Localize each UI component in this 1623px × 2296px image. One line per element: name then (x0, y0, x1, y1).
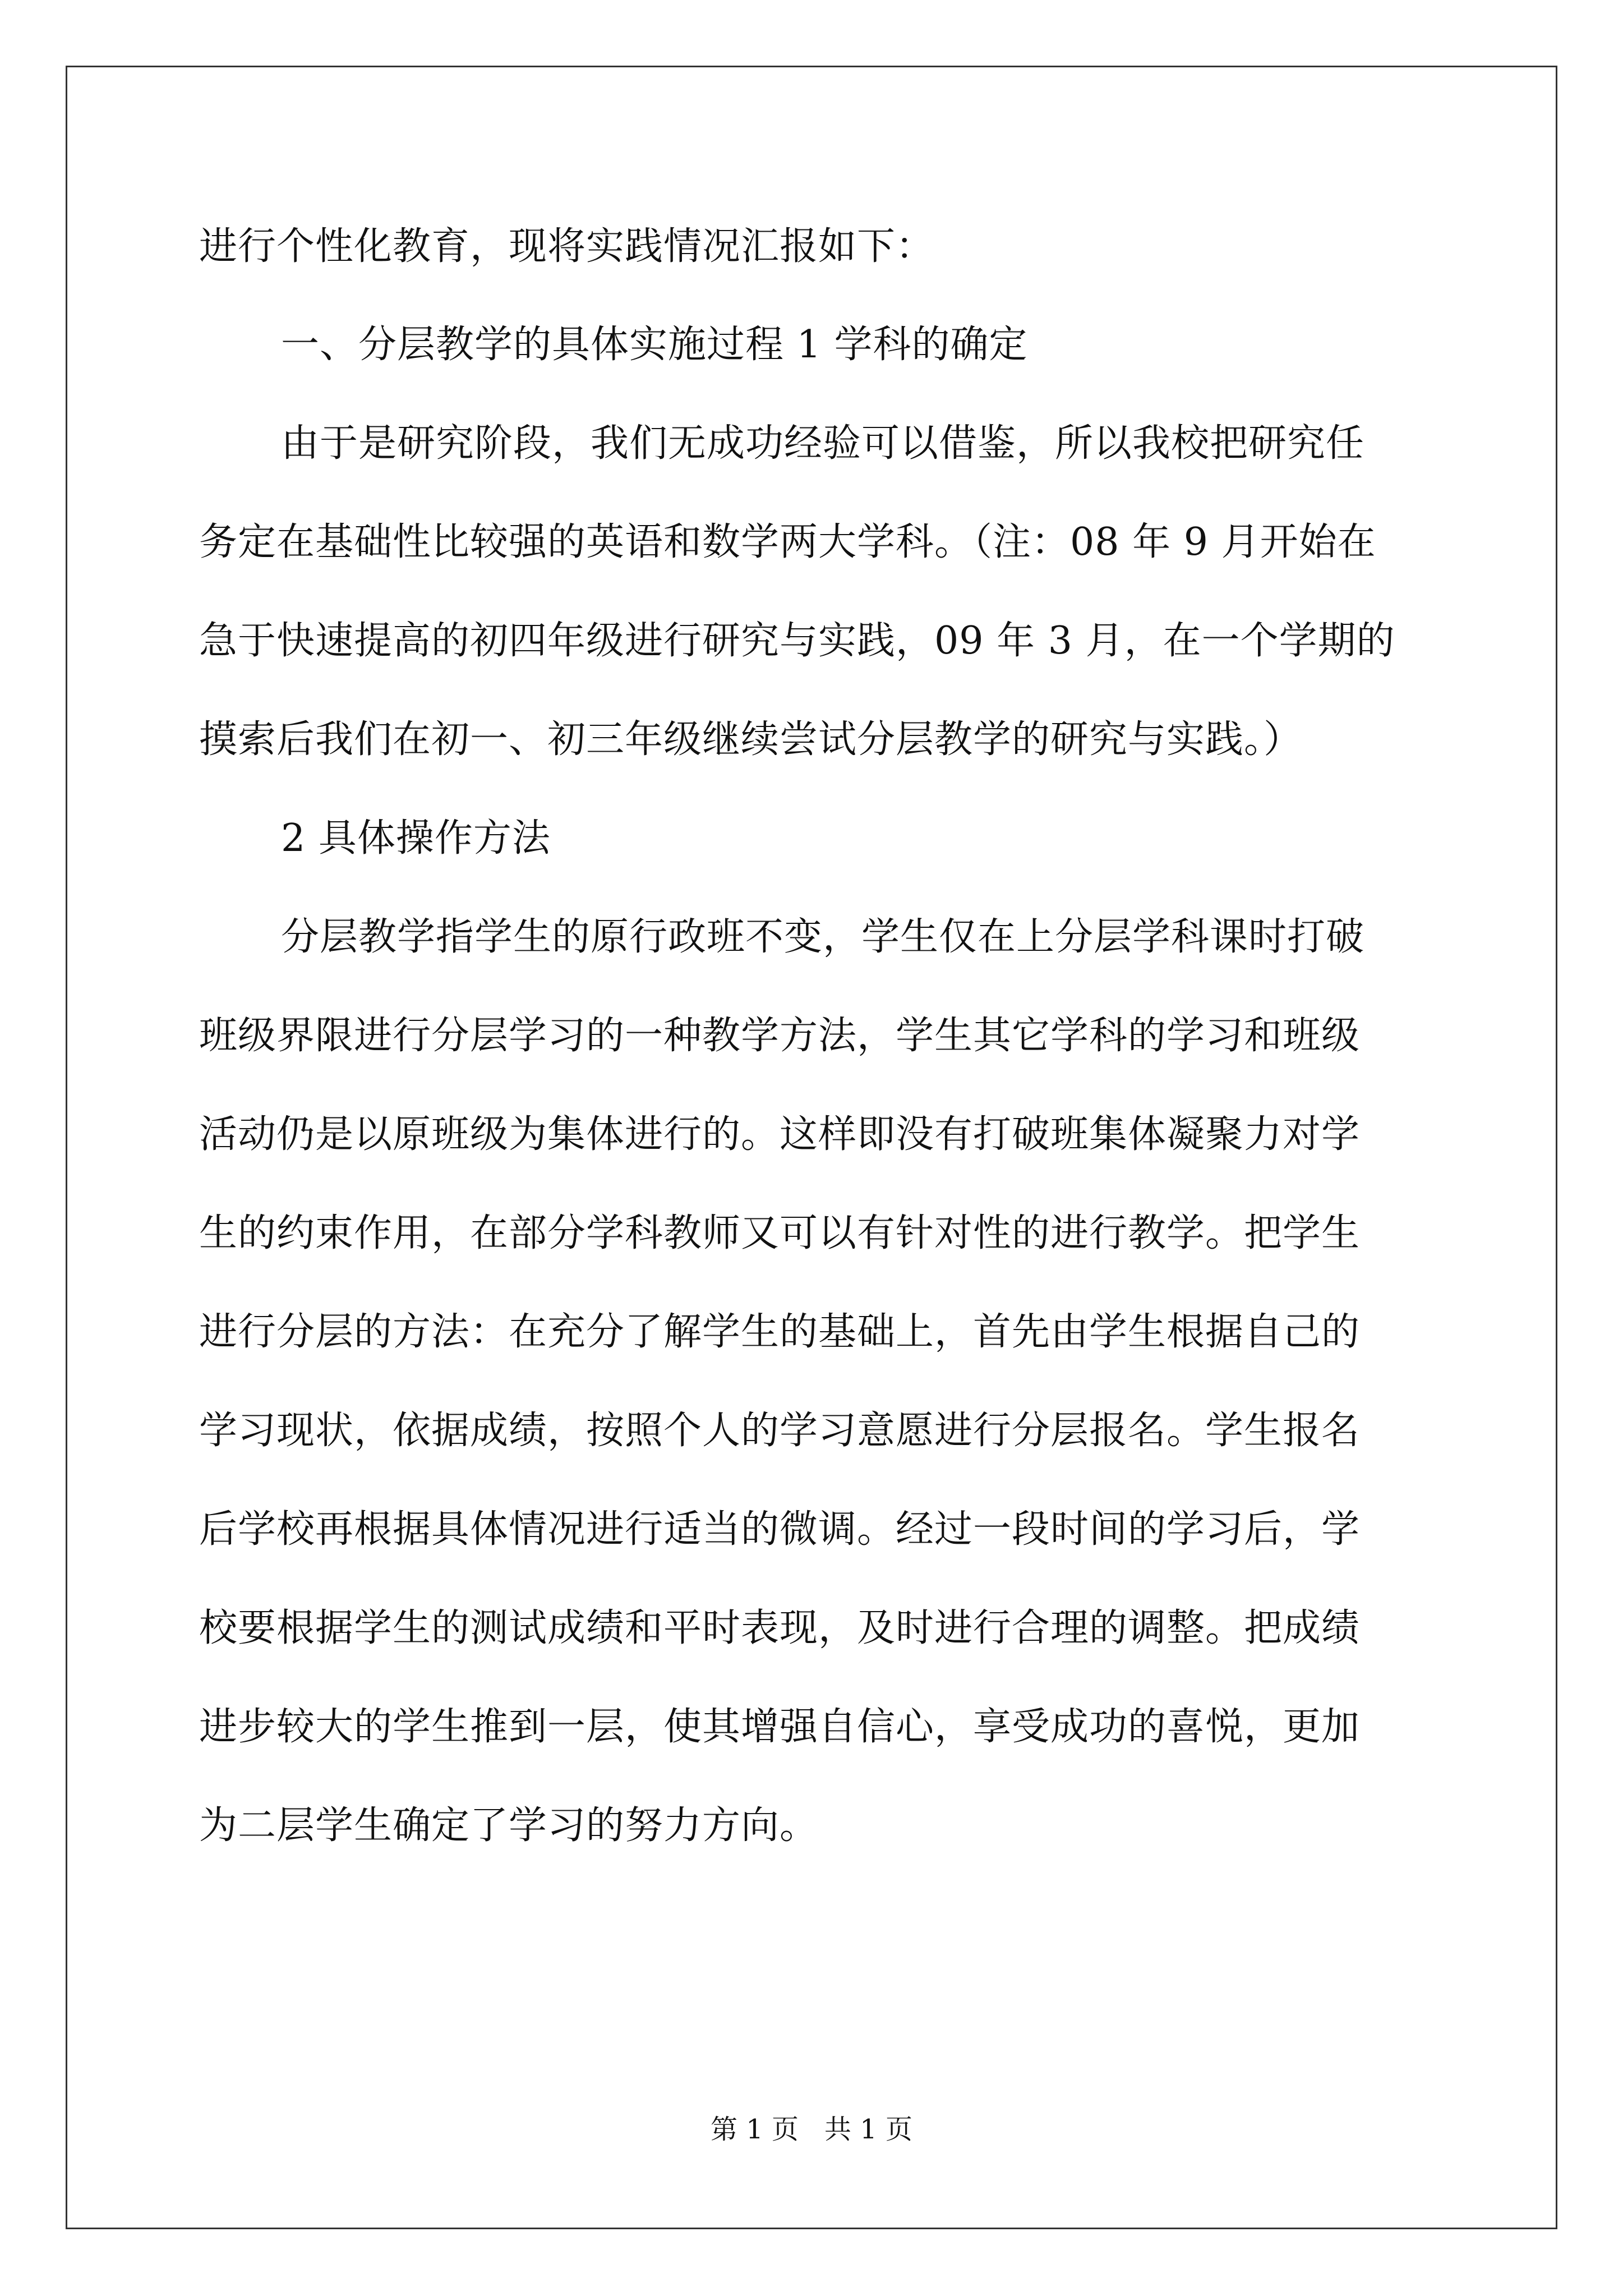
paragraph-line: 活动仍是以原班级为集体进行的。这样即没有打破班集体凝聚力对学 (199, 1112, 1361, 1157)
paragraph-line: 摸索后我们在初一、初三年级继续尝试分层教学的研究与实践。） (199, 717, 1303, 762)
page-number: 第 1 页 (710, 2114, 799, 2145)
paragraph-line: 后学校再根据具体情况进行适当的微调。经过一段时间的学习后，学 (199, 1507, 1361, 1552)
paragraph-line: 急于快速提高的初四年级进行研究与实践，09 年 3 月，在一个学期的 (199, 619, 1395, 663)
paragraph-line: 班级界限进行分层学习的一种教学方法，学生其它学科的学习和班级 (199, 1014, 1361, 1058)
section-heading: 2 具体操作方法 (281, 816, 551, 861)
paragraph-line: 进步较大的学生推到一层，使其增强自信心，享受成功的喜悦，更加 (199, 1705, 1361, 1749)
paragraph-line: 校要根据学生的测试成绩和平时表现，及时进行合理的调整。把成绩 (199, 1606, 1361, 1650)
section-heading: 一、分层教学的具体实施过程 1 学科的确定 (281, 323, 1028, 367)
page-footer (0, 2113, 1623, 2146)
paragraph-line: 进行个性化教育，现将实践情况汇报如下： (199, 224, 935, 269)
paragraph-line: 为二层学生确定了学习的努力方向。 (199, 1803, 819, 1848)
paragraph-line: 分层教学指学生的原行政班不变，学生仅在上分层学科课时打破 (281, 915, 1365, 959)
paragraph-line: 务定在基础性比较强的英语和数学两大学科。（注：08 年 9 月开始在 (199, 520, 1376, 564)
paragraph-line: 进行分层的方法：在充分了解学生的基础上，首先由学生根据自己的 (199, 1310, 1361, 1354)
paragraph-line: 生的约束作用，在部分学科教师又可以有针对性的进行教学。把学生 (199, 1211, 1361, 1255)
page-total: 共 1 页 (824, 2114, 913, 2145)
paragraph-line: 由于是研究阶段，我们无成功经验可以借鉴，所以我校把研究任 (281, 421, 1365, 466)
document-body (199, 224, 1433, 1848)
paragraph-line: 学习现状，依据成绩，按照个人的学习意愿进行分层报名。学生报名 (199, 1409, 1361, 1453)
